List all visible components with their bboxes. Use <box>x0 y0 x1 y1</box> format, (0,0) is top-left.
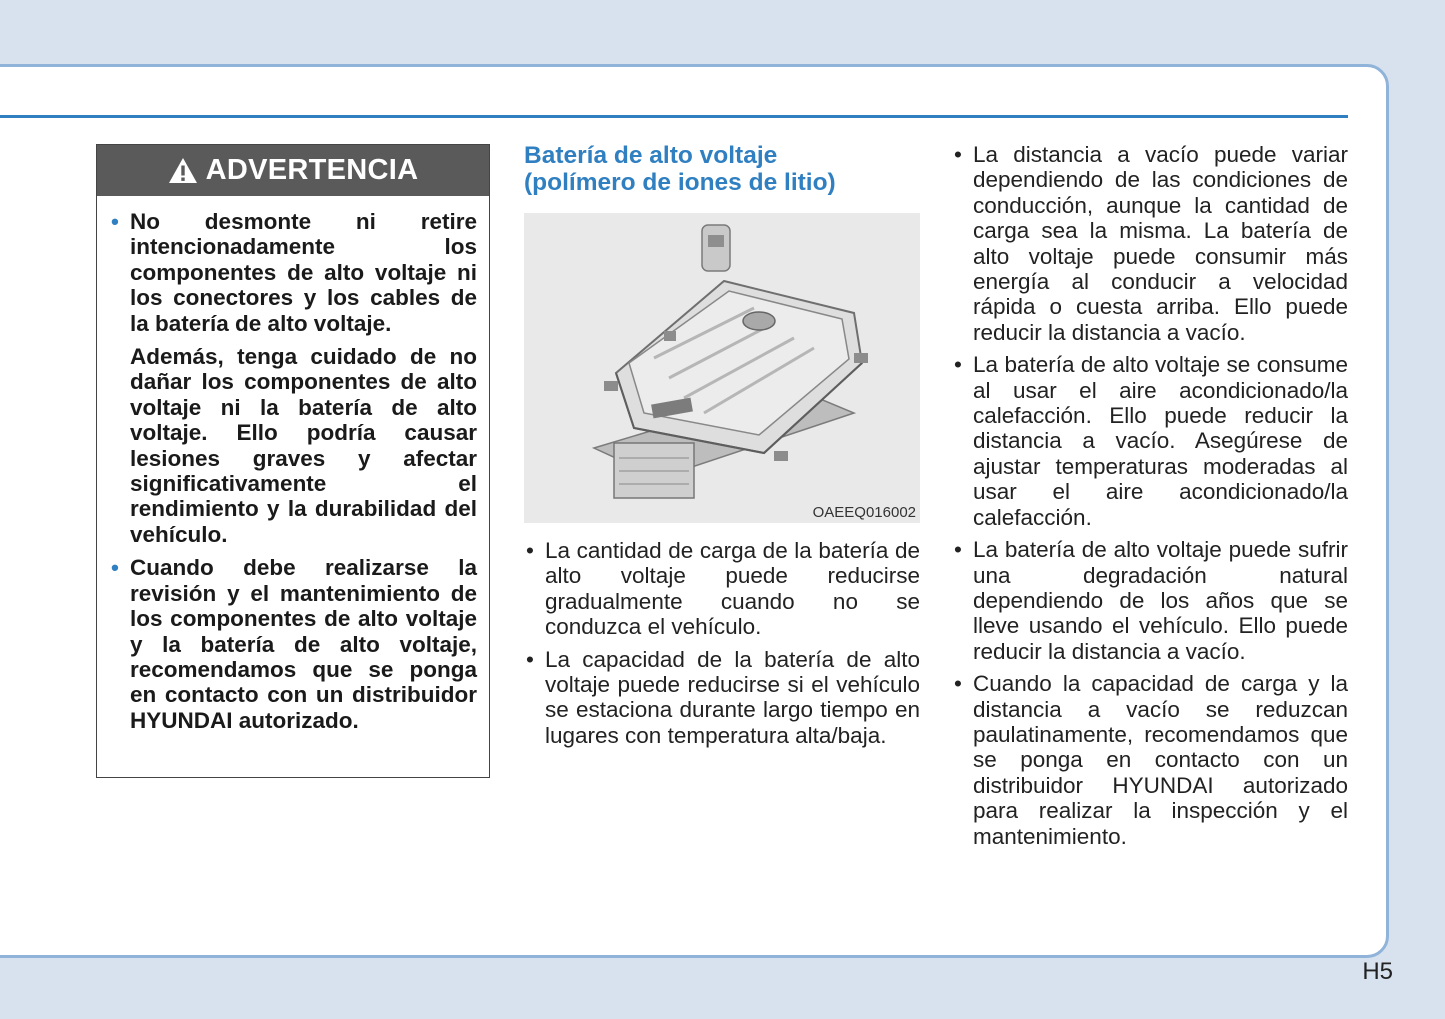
section-title-line2: (polímero de iones de litio) <box>524 169 836 196</box>
list-item: • Cuando la capacidad de carga y la distancia a vacío se reduzcan paulatinamente, recomendamos que se ponga en contacto con un distribuidor HYUNDAI autorizado para realizar la inspección y el mantenimiento. <box>952 671 1348 849</box>
warning-paragraph: Cuando debe realizarse la revisión y el mantenimiento de los componentes de alto voltaje y la batería de alto voltaje, recomendamos que se ponga en contacto con un distribuidor HYUNDAI autorizado. <box>130 555 477 733</box>
figure-code: OAEEQ016002 <box>812 504 916 521</box>
warning-header <box>97 145 489 196</box>
warning-item <box>109 209 477 547</box>
list-item: • La batería de alto voltaje puede sufrir una degradación natural dependiendo de los años que se lleve usando el vehículo. Ello puede reducir la distancia a vacío. <box>952 537 1348 664</box>
bullet-icon: • <box>111 555 119 581</box>
section-title-line1: Batería de alto voltaje <box>524 142 778 169</box>
warning-item <box>109 555 477 733</box>
battery-figure <box>524 213 920 523</box>
right-column <box>952 142 1348 856</box>
list-item: • La cantidad de carga de la batería de alto voltaje puede reducirse gradualmente cuando no se conduzca el vehículo. <box>524 538 920 640</box>
bullet-icon: • <box>111 209 119 234</box>
middle-bullet-list <box>524 538 920 748</box>
page-number: H5 <box>1362 958 1393 985</box>
warning-body <box>97 196 489 733</box>
middle-column <box>524 142 920 755</box>
warning-paragraph: No desmonte ni retire intencionadamente los componentes de alto voltaje ni los conectores y los cables de la batería de alto voltaje. <box>130 209 477 336</box>
warning-title: ADVERTENCIA <box>205 154 419 186</box>
top-rule <box>0 115 1348 118</box>
list-item: • La capacidad de la batería de alto voltaje puede reducirse si el vehículo se estaciona durante largo tiempo en lugares con temperatura alta/baja. <box>524 647 920 749</box>
section-title <box>524 142 920 196</box>
warning-triangle-icon <box>168 157 198 184</box>
warning-box <box>96 144 490 778</box>
battery-illustration <box>524 213 920 523</box>
list-item: • La distancia a vacío puede variar dependiendo de las condiciones de conducción, aunque la cantidad de carga sea la misma. La batería de alto voltaje puede consumir más energía al conducir a velocidad rápida o cuesta arriba. Ello puede reducir la distancia a vacío. <box>952 142 1348 345</box>
right-bullet-list <box>952 142 1348 849</box>
warning-paragraph: Además, tenga cuidado de no dañar los componentes de alto voltaje ni la batería de alto voltaje. Ello podría causar lesiones graves y afectar significativamente el rendimiento y la durabilidad del vehículo. <box>130 344 477 547</box>
list-item: • La batería de alto voltaje se consume al usar el aire acondicionado/la calefacción. Ello puede reducir la distancia a vacío. Asegúrese de ajustar temperaturas moderadas al usar el aire acondicionado/la calefacción. <box>952 352 1348 530</box>
